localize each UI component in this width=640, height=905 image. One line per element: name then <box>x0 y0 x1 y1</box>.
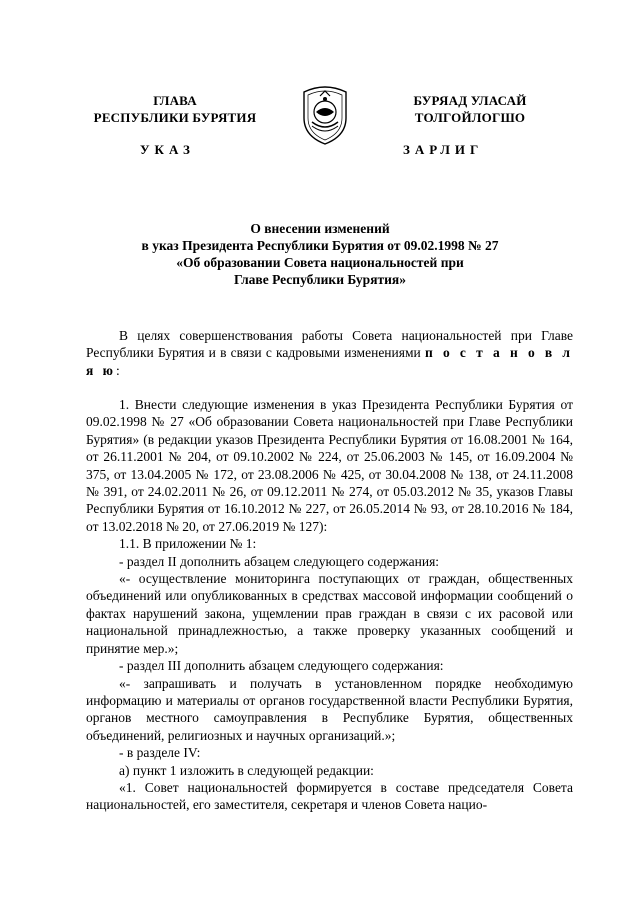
header-left <box>80 92 270 126</box>
decree-label-bua: ЗАРЛИГ <box>403 142 484 157</box>
header-left-line1: ГЛАВА <box>153 93 197 108</box>
title-line1: О внесении изменений <box>250 221 390 236</box>
preamble-paragraph <box>86 327 573 379</box>
section-4-instruction: - в разделе IV: <box>119 745 201 761</box>
preamble-keyword: п о с т а н о в л я ю <box>86 345 573 378</box>
section-3-instruction: - раздел III дополнить абзацем следующего содержания: <box>119 658 444 674</box>
title-line3: «Об образовании Совета национальностей при <box>176 255 464 270</box>
point-a-instruction: а) пункт 1 изложить в следующей редакции: <box>119 762 374 778</box>
decree-label-ru: УКАЗ <box>140 142 195 157</box>
header-right-line1: БУРЯАД УЛАСАЙ <box>413 93 527 108</box>
section-3-quote: «- запрашивать и получать в установленном порядке необходимую информацию и материалы от органов государственной власти Республики Бурятия, органов местного самоуправления в Республике Бурятия, общественных объединений, религиозных и научных организаций.»; <box>86 675 573 743</box>
header-right-line2: ТОЛГОЙЛОГШО <box>414 110 526 125</box>
coat-of-arms-emblem-icon <box>298 82 352 146</box>
document-title <box>90 220 550 288</box>
title-line2: в указ Президента Республики Бурятия от 09.02.1998 № 27 <box>141 238 499 253</box>
preamble-text: В целях совершенствования работы Совета национальностей при Главе Республики Бурятия и в связи с кадровыми изменениями <box>86 328 573 361</box>
point-a-quote: «1. Совет национальностей формируется в составе председателя Совета национальностей, его заместителя, секретаря и членов Совета нацио- <box>86 779 573 813</box>
title-line4: Главе Республики Бурятия» <box>234 272 406 287</box>
header-right <box>385 92 555 126</box>
item-1-1: 1.1. В приложении № 1: <box>119 536 257 552</box>
item-1: 1. Внести следующие изменения в указ Президента Республики Бурятия от 09.02.1998 № 27 «Об образовании Совета национальностей при Главе Республики Бурятия» (в редакции указов Президента Республики Бурятия от 16.08.2001 № 164, от 26.11.2001 № 204, от 09.10.2002 № 224, от 25.06.2003 № 145, от 16.09.2004 № 375, от 13.04.2005 № 172, от 23.08.2006 № 425, от 30.04.2008 № 138, от 24.11.2008 № 391, от 24.02.2011 № 26, от 09.12.2011 № 274, от 05.03.2012 № 35, указов Главы Республики Бурятия от 16.10.2012 № 227, от 26.05.2014 № 93, от 28.10.2016 № 184, от 13.02.2018 № 20, от 27.06.2019 № 127): <box>86 397 573 534</box>
section-2-instruction: - раздел II дополнить абзацем следующего содержания: <box>119 553 440 569</box>
header-left-line2: РЕСПУБЛИКИ БУРЯТИЯ <box>93 110 257 125</box>
section-2-quote: «- осуществление мониторинга поступающих от граждан, общественных объединений или опубликованных в средствах массовой информации сообщений о фактах нарушений закона, ущемлении прав граждан в связи с их расовой или национальной принадлежностью, а также проверку указанных сообщений и принятие мер.»; <box>86 571 573 656</box>
preamble-end: : <box>116 362 120 378</box>
decree-body <box>86 396 573 814</box>
